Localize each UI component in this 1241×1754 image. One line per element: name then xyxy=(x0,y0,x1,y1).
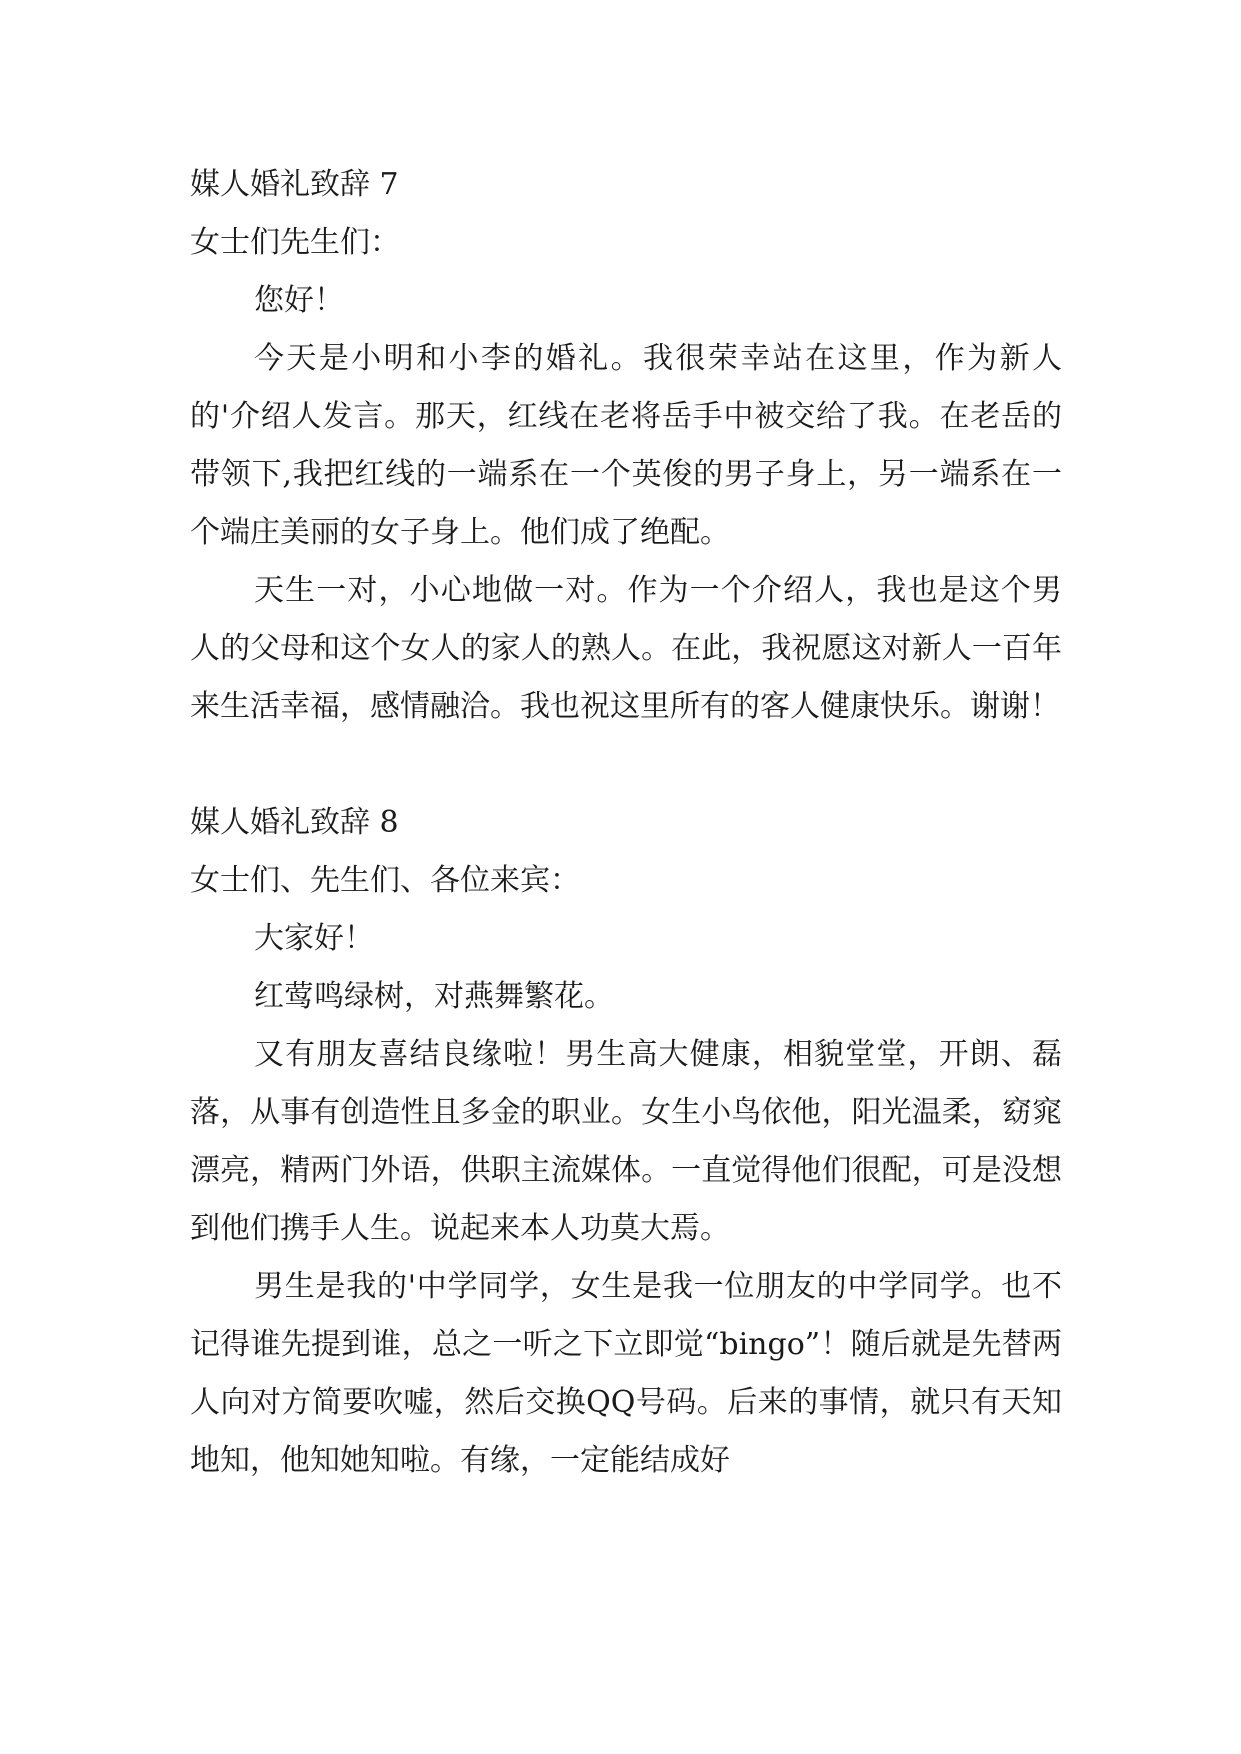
document-body xyxy=(190,156,1062,1490)
salutation: 女士们先生们： xyxy=(190,225,400,260)
paragraph: 男生是我的'中学同学，女生是我一位朋友的中学同学。也不记得谁先提到谁，总之一听之下立即觉“bingo”！随后就是先替两人向对方简要吹嘘，然后交换QQ号码。后来的事情，就只有天知地知，他知她知啦。有缘，一定能结成好 xyxy=(190,1269,1062,1478)
paragraph: 又有朋友喜结良缘啦！男生高大健康，相貌堂堂，开朗、磊落，从事有创造性且多金的职业。女生小鸟依他，阳光温柔，窈窕漂亮，精两门外语，供职主流媒体。一直觉得他们很配，可是没想到他们携手人生。说起来本人功莫大焉。 xyxy=(190,1037,1062,1246)
section-spacer xyxy=(190,736,1062,794)
paragraph: 您好！ xyxy=(254,283,344,318)
speech-section-7 xyxy=(190,156,1062,736)
paragraph: 红莺鸣绿树，对燕舞繁花。 xyxy=(254,979,614,1014)
paragraph: 大家好！ xyxy=(254,921,374,956)
section-title: 媒人婚礼致辞 8 xyxy=(190,805,399,840)
speech-section-8 xyxy=(190,794,1062,1490)
paragraph: 今天是小明和小李的婚礼。我很荣幸站在这里，作为新人的'介绍人发言。那天，红线在老将岳手中被交给了我。在老岳的带领下,我把红线的一端系在一个英俊的男子身上，另一端系在一个端庄美丽的女子身上。他们成了绝配。 xyxy=(190,341,1062,550)
salutation: 女士们、先生们、各位来宾： xyxy=(190,863,580,898)
paragraph: 天生一对，小心地做一对。作为一个介绍人，我也是这个男人的父母和这个女人的家人的熟人。在此，我祝愿这对新人一百年来生活幸福，感情融洽。我也祝这里所有的客人健康快乐。谢谢！ xyxy=(190,573,1062,724)
section-title: 媒人婚礼致辞 7 xyxy=(190,167,399,202)
